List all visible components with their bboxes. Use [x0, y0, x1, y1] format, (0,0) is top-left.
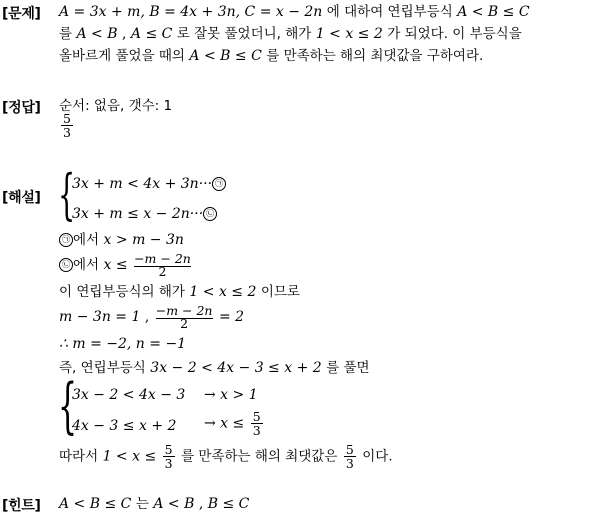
solution-line-3	[59, 232, 184, 248]
frac-numerator: −m − 2n	[134, 251, 191, 266]
frac-denominator: 3	[252, 423, 261, 438]
problem-line-1	[59, 4, 530, 20]
text: 에서	[73, 232, 100, 248]
sys2-res1	[204, 387, 258, 403]
problem-expr: A < B	[76, 26, 118, 42]
frac-denominator: 2	[180, 316, 189, 331]
comma: ,	[144, 309, 150, 325]
frac-numerator: 5	[63, 111, 71, 126]
circled-mark-2: ㉡	[59, 258, 73, 272]
problem-text: 올바르게 풀었을 때의	[59, 48, 185, 64]
hint-line	[59, 496, 249, 512]
solution-line-7	[59, 336, 186, 352]
equation: = 2	[218, 309, 245, 325]
problem-label: [문제]	[2, 6, 41, 22]
system-brace-2: {	[58, 371, 78, 441]
solution-label: [해설]	[2, 190, 41, 206]
inequality: 4x − 3 ≤ x + 2	[72, 418, 177, 434]
solution-line-4	[59, 252, 193, 278]
text: 즉, 연립부등식	[59, 360, 146, 376]
sys2-res2	[204, 410, 265, 437]
inequality: 1 < x ≤ 2	[189, 284, 257, 300]
inequality: B ≤ C	[207, 496, 250, 512]
sys1-eq2	[72, 206, 217, 222]
problem-line-3	[59, 48, 483, 64]
problem-expr-ineq: A < B ≤ C	[457, 4, 530, 20]
solution-line-5	[59, 284, 300, 300]
inequality: 3x + m < 4x + 3n···	[72, 176, 213, 192]
solution-line-10	[59, 443, 393, 470]
text: 에서	[73, 257, 100, 273]
inequality: 3x − 2 < 4x − 3	[72, 387, 186, 403]
problem-expr: A < B ≤ C	[189, 48, 262, 64]
problem-expr: 1 < x ≤ 2	[315, 26, 383, 42]
inequality: A < B ≤ C	[59, 496, 132, 512]
result: ∴ m = −2, n = −1	[59, 336, 187, 352]
text: 이다.	[362, 448, 393, 465]
problem-line-2	[59, 26, 522, 42]
text: 를 만족하는 해의 최댓값은	[181, 448, 338, 465]
problem-expr-abc: A = 3x + m, B = 4x + 3n, C = x − 2n	[59, 4, 323, 20]
fraction	[156, 304, 213, 330]
answer-order-count: 순서: 없음, 갯수: 1	[59, 98, 173, 114]
frac-numerator: −m − 2n	[155, 303, 213, 318]
fraction	[163, 443, 175, 470]
inequality: x > m − 3n	[103, 232, 184, 248]
frac-numerator: 5	[252, 409, 261, 424]
problem-text: 가 되었다. 이 부등식을	[387, 26, 522, 42]
text: 는	[135, 496, 149, 512]
frac-denominator: 3	[345, 456, 354, 471]
problem-expr: A ≤ C	[130, 26, 173, 42]
solution-line-6	[59, 304, 244, 330]
answer-frac	[61, 112, 73, 139]
frac-denominator: 3	[63, 125, 71, 140]
result: → x ≤	[204, 415, 245, 432]
frac-denominator: 2	[158, 264, 167, 279]
frac-numerator: 5	[345, 442, 354, 457]
text: 따라서	[59, 448, 99, 465]
fraction	[134, 252, 191, 278]
circled-mark-2: ㉡	[203, 207, 217, 221]
equation: m − 3n = 1	[59, 309, 141, 325]
frac-numerator: 5	[164, 442, 173, 457]
comma: ,	[121, 26, 127, 42]
problem-text: 로 잘못 풀었더니, 해가	[176, 26, 312, 42]
problem-text: 에 대하여 연립부등식	[326, 4, 453, 20]
system-brace-1: {	[58, 163, 76, 226]
answer-fraction	[59, 112, 75, 139]
fraction	[251, 410, 263, 437]
frac-denominator: 3	[164, 456, 173, 471]
comma: ,	[198, 496, 204, 512]
sys2-eq2	[72, 418, 176, 434]
text: 를 풀면	[326, 360, 370, 376]
answer-text	[59, 98, 172, 114]
problem-text: 를	[59, 26, 73, 42]
inequality: 3x + m ≤ x − 2n···	[72, 206, 204, 222]
hint-label: [힌트]	[2, 498, 41, 514]
inequality: 3x − 2 < 4x − 3 ≤ x + 2	[150, 360, 322, 376]
fraction	[344, 443, 356, 470]
text: 이 연립부등식의 해가	[59, 284, 185, 300]
circled-mark-1: ㉠	[59, 233, 73, 247]
text: 이므로	[260, 284, 300, 300]
answer-label: [정답]	[2, 100, 41, 116]
result: → x > 1	[204, 387, 258, 403]
inequality: x ≤	[103, 257, 128, 273]
sys2-eq1	[72, 387, 185, 403]
circled-mark-1: ㉠	[212, 177, 226, 191]
problem-text: 를 만족하는 해의 최댓값을 구하여라.	[266, 48, 484, 64]
solution-line-8	[59, 360, 370, 376]
inequality: A < B	[153, 496, 195, 512]
inequality: 1 < x ≤	[102, 448, 157, 465]
sys1-eq1	[72, 176, 226, 192]
